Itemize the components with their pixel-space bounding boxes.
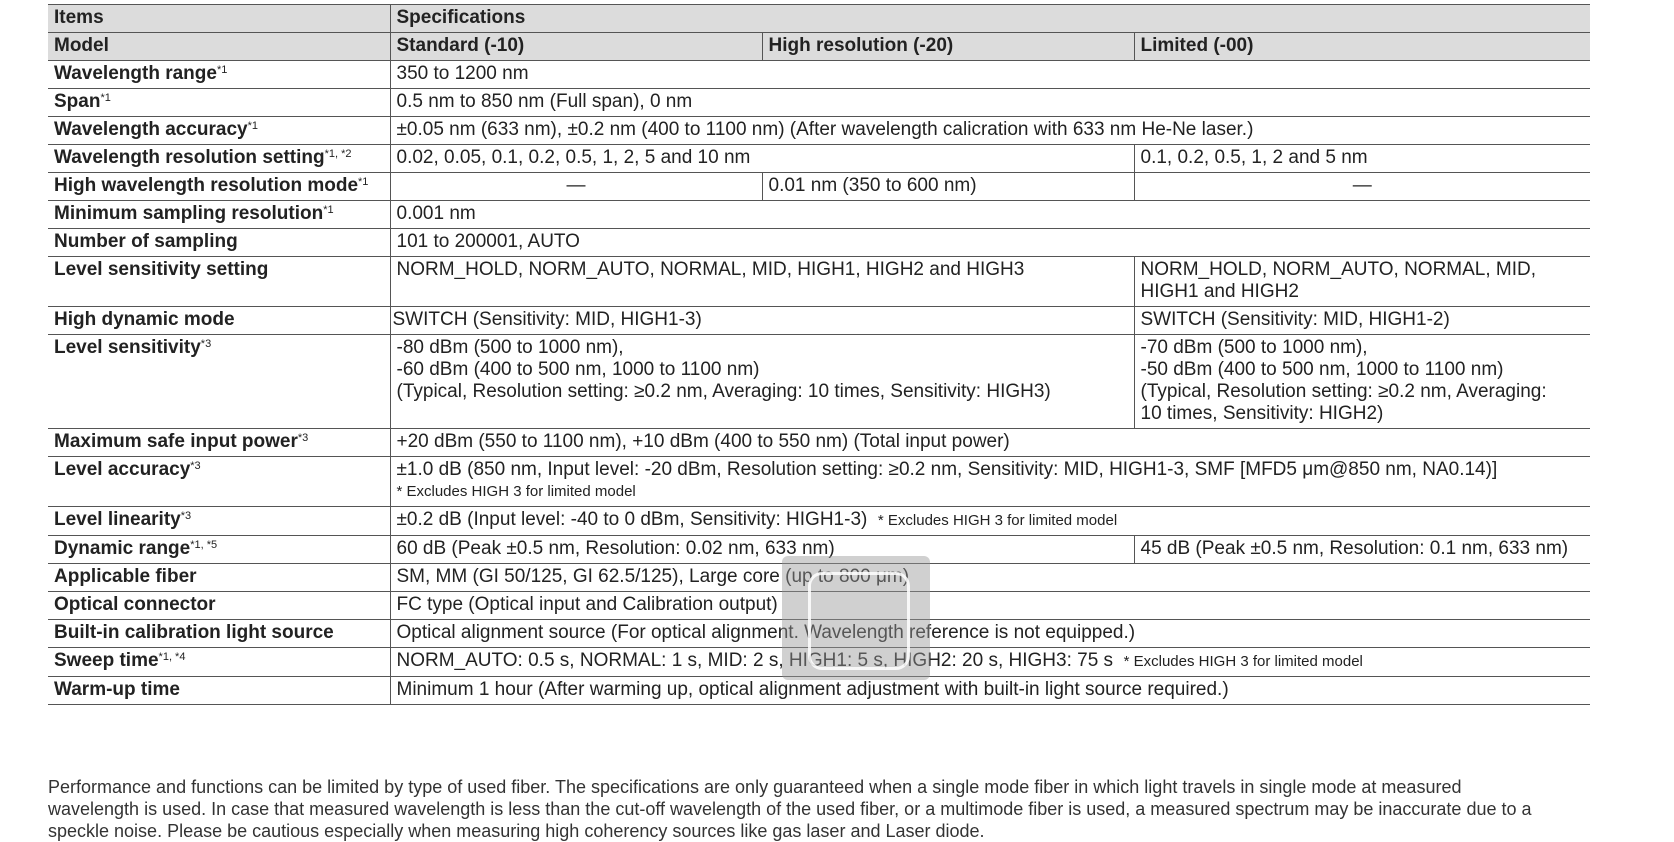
- spec-value-line: -50 dBm (400 to 500 nm, 1000 to 1100 nm): [1140, 359, 1504, 380]
- spec-value: ±0.05 nm (633 nm), ±0.2 nm (400 to 1100 nm) (After wavelength calicration with 633 nm He-Ne laser.): [390, 117, 1590, 145]
- spec-label: Number of sampling: [48, 229, 390, 257]
- spec-value-line: -80 dBm (500 to 1000 nm),: [396, 337, 624, 358]
- spec-label: High dynamic mode: [48, 307, 390, 335]
- spec-label: Applicable fiber: [48, 564, 390, 592]
- spec-row: [48, 257, 1590, 307]
- spec-row: [48, 677, 1590, 705]
- header-row-items: [48, 5, 1590, 33]
- spec-value-standard: 0.02, 0.05, 0.1, 0.2, 0.5, 1, 2, 5 and 10 nm: [390, 145, 1134, 173]
- spec-value-main: ±0.2 dB (Input level: -40 to 0 dBm, Sensitivity: HIGH1-3): [396, 509, 868, 530]
- spec-value: FC type (Optical input and Calibration output): [390, 592, 1590, 620]
- standard-model-header: Standard (-10): [390, 33, 762, 61]
- spec-label: Wavelength accuracy: [54, 119, 248, 140]
- spec-value-limited: 0.1, 0.2, 0.5, 1, 2 and 5 nm: [1134, 145, 1590, 173]
- spec-value-line: ±1.0 dB (850 nm, Input level: -20 dBm, Resolution setting: ≥0.2 nm, Sensitivity: MID, HIGH1-3, SMF [MFD5 μm@850 nm, NA0.14)]: [396, 459, 1498, 480]
- footnote-text: [48, 776, 1608, 842]
- footnote-ref: *1, *5: [190, 539, 218, 551]
- footnote-ref: *1: [216, 64, 228, 76]
- spec-value-main: NORM_AUTO: 0.5 s, NORMAL: 1 s, MID: 2 s, HIGH1: 5 s, HIGH2: 20 s, HIGH3: 75 s: [396, 650, 1114, 671]
- footnote-ref: *1: [323, 204, 334, 216]
- spec-label: Level linearity: [54, 509, 181, 530]
- specifications-header: Specifications: [390, 5, 1590, 33]
- spec-value-line: HIGH1 and HIGH2: [1140, 281, 1299, 302]
- spec-label: Span: [54, 91, 101, 112]
- spec-label: Sweep time: [54, 650, 159, 671]
- spec-row: [48, 307, 1590, 335]
- high-resolution-model-header: High resolution (-20): [762, 33, 1134, 61]
- spec-label: Wavelength range: [54, 63, 217, 84]
- spec-value-line: NORM_HOLD, NORM_AUTO, NORMAL, MID,: [1140, 259, 1537, 280]
- spec-value-subnote: * Excludes HIGH 3 for limited model: [396, 483, 636, 500]
- spec-value: 101 to 200001, AUTO: [390, 229, 1590, 257]
- spec-value-line: (Typical, Resolution setting: ≥0.2 nm, Averaging: 10 times, Sensitivity: HIGH3): [396, 381, 1051, 402]
- spec-value-limited: SWITCH (Sensitivity: MID, HIGH1-2): [1134, 307, 1590, 335]
- spec-value: 0.5 nm to 850 nm (Full span), 0 nm: [390, 89, 1590, 117]
- spec-value-limited: 45 dB (Peak ±0.5 nm, Resolution: 0.1 nm, 633 nm): [1134, 536, 1590, 564]
- spec-row: [48, 89, 1590, 117]
- footnote-ref: *3: [200, 338, 212, 350]
- spec-label: High wavelength resolution mode: [54, 175, 359, 196]
- spec-label: Maximum safe input power: [54, 431, 298, 452]
- spec-value: Optical alignment source (For optical alignment. Wavelength reference is not equipped.): [390, 620, 1590, 648]
- spec-value-standard: —: [390, 173, 762, 201]
- spec-row: [48, 429, 1590, 457]
- header-row-model: [48, 33, 1590, 61]
- spec-value-limited: [1134, 257, 1590, 307]
- spec-value-standard: NORM_HOLD, NORM_AUTO, NORMAL, MID, HIGH1, HIGH2 and HIGH3: [390, 257, 1134, 307]
- footnote-ref: *1: [358, 176, 369, 188]
- spec-value: [390, 457, 1590, 507]
- spec-row: [48, 507, 1590, 536]
- model-header: Model: [48, 33, 390, 61]
- spec-label: Dynamic range: [54, 538, 191, 559]
- spec-value-standard: SWITCH (Sensitivity: MID, HIGH1-3): [390, 307, 1134, 335]
- footnote-line: wavelength is used. In case that measured wavelength is less than the cut-off wavelength of the used fiber, or a multimode fiber is used, a measured spectrum may be inaccurate due to a: [48, 799, 1532, 819]
- spec-label: Level sensitivity setting: [48, 257, 390, 307]
- spec-row: [48, 117, 1590, 145]
- footnote-ref: *3: [190, 460, 201, 472]
- spec-value: [390, 648, 1590, 677]
- footnote-line: Performance and functions can be limited by type of used fiber. The specifications are only guaranteed when a single mode fiber in which light travels in single mode at measured: [48, 777, 1462, 797]
- spec-label: Wavelength resolution setting: [54, 147, 325, 168]
- spec-value: 0.001 nm: [390, 201, 1590, 229]
- spec-value-line: -70 dBm (500 to 1000 nm),: [1140, 337, 1368, 358]
- footnote-ref: *1: [247, 120, 259, 132]
- spec-value-limited: [1134, 335, 1590, 429]
- spec-value-line: (Typical, Resolution setting: ≥0.2 nm, Averaging:: [1140, 381, 1547, 402]
- translate-glyph-icon: [808, 572, 910, 670]
- spec-value-subnote: * Excludes HIGH 3 for limited model: [877, 512, 1118, 529]
- spec-label: Built-in calibration light source: [48, 620, 390, 648]
- spec-value: 350 to 1200 nm: [390, 61, 1590, 89]
- spec-label: Optical connector: [48, 592, 390, 620]
- spec-row: [48, 229, 1590, 257]
- spec-value: [390, 507, 1590, 536]
- footnote-line: speckle noise. Please be cautious especially when measuring high coherency sources like gas laser and Laser diode.: [48, 821, 985, 841]
- spec-label: Minimum sampling resolution: [54, 203, 324, 224]
- footnote-ref: *3: [297, 432, 309, 444]
- spec-row: [48, 145, 1590, 173]
- spec-row: [48, 61, 1590, 89]
- spec-label: Level sensitivity: [54, 337, 201, 358]
- footnote-ref: *1, *4: [158, 651, 186, 663]
- spec-value-line: 10 times, Sensitivity: HIGH2): [1140, 403, 1384, 424]
- spec-value-limited: —: [1134, 173, 1590, 201]
- spec-value-standard: 60 dB (Peak ±0.5 nm, Resolution: 0.02 nm, 633 nm): [390, 536, 1134, 564]
- spec-row: [48, 457, 1590, 507]
- spec-row: [48, 201, 1590, 229]
- items-header: Items: [48, 5, 390, 33]
- spec-value-line: -60 dBm (400 to 500 nm, 1000 to 1100 nm): [396, 359, 760, 380]
- spec-value: Minimum 1 hour (After warming up, optical alignment adjustment with built-in light source required.): [390, 677, 1590, 705]
- footnote-ref: *1: [100, 92, 111, 104]
- spec-value: SM, MM (GI 50/125, GI 62.5/125), Large core (up to 800 μm): [390, 564, 1590, 592]
- footnote-ref: *3: [180, 510, 192, 522]
- spec-value-subnote: * Excludes HIGH 3 for limited model: [1123, 653, 1363, 670]
- footnote-ref: *1, *2: [324, 148, 352, 160]
- spec-value-standard: [390, 335, 1134, 429]
- spec-row: [48, 173, 1590, 201]
- spec-label: Level accuracy: [54, 459, 191, 480]
- spec-value-high-resolution: 0.01 nm (350 to 600 nm): [762, 173, 1134, 201]
- spec-row: [48, 335, 1590, 429]
- spec-label: Warm-up time: [48, 677, 390, 705]
- watermark-overlay-icon: [782, 556, 930, 680]
- limited-model-header: Limited (-00): [1134, 33, 1590, 61]
- spec-value: +20 dBm (550 to 1100 nm), +10 dBm (400 to 550 nm) (Total input power): [390, 429, 1590, 457]
